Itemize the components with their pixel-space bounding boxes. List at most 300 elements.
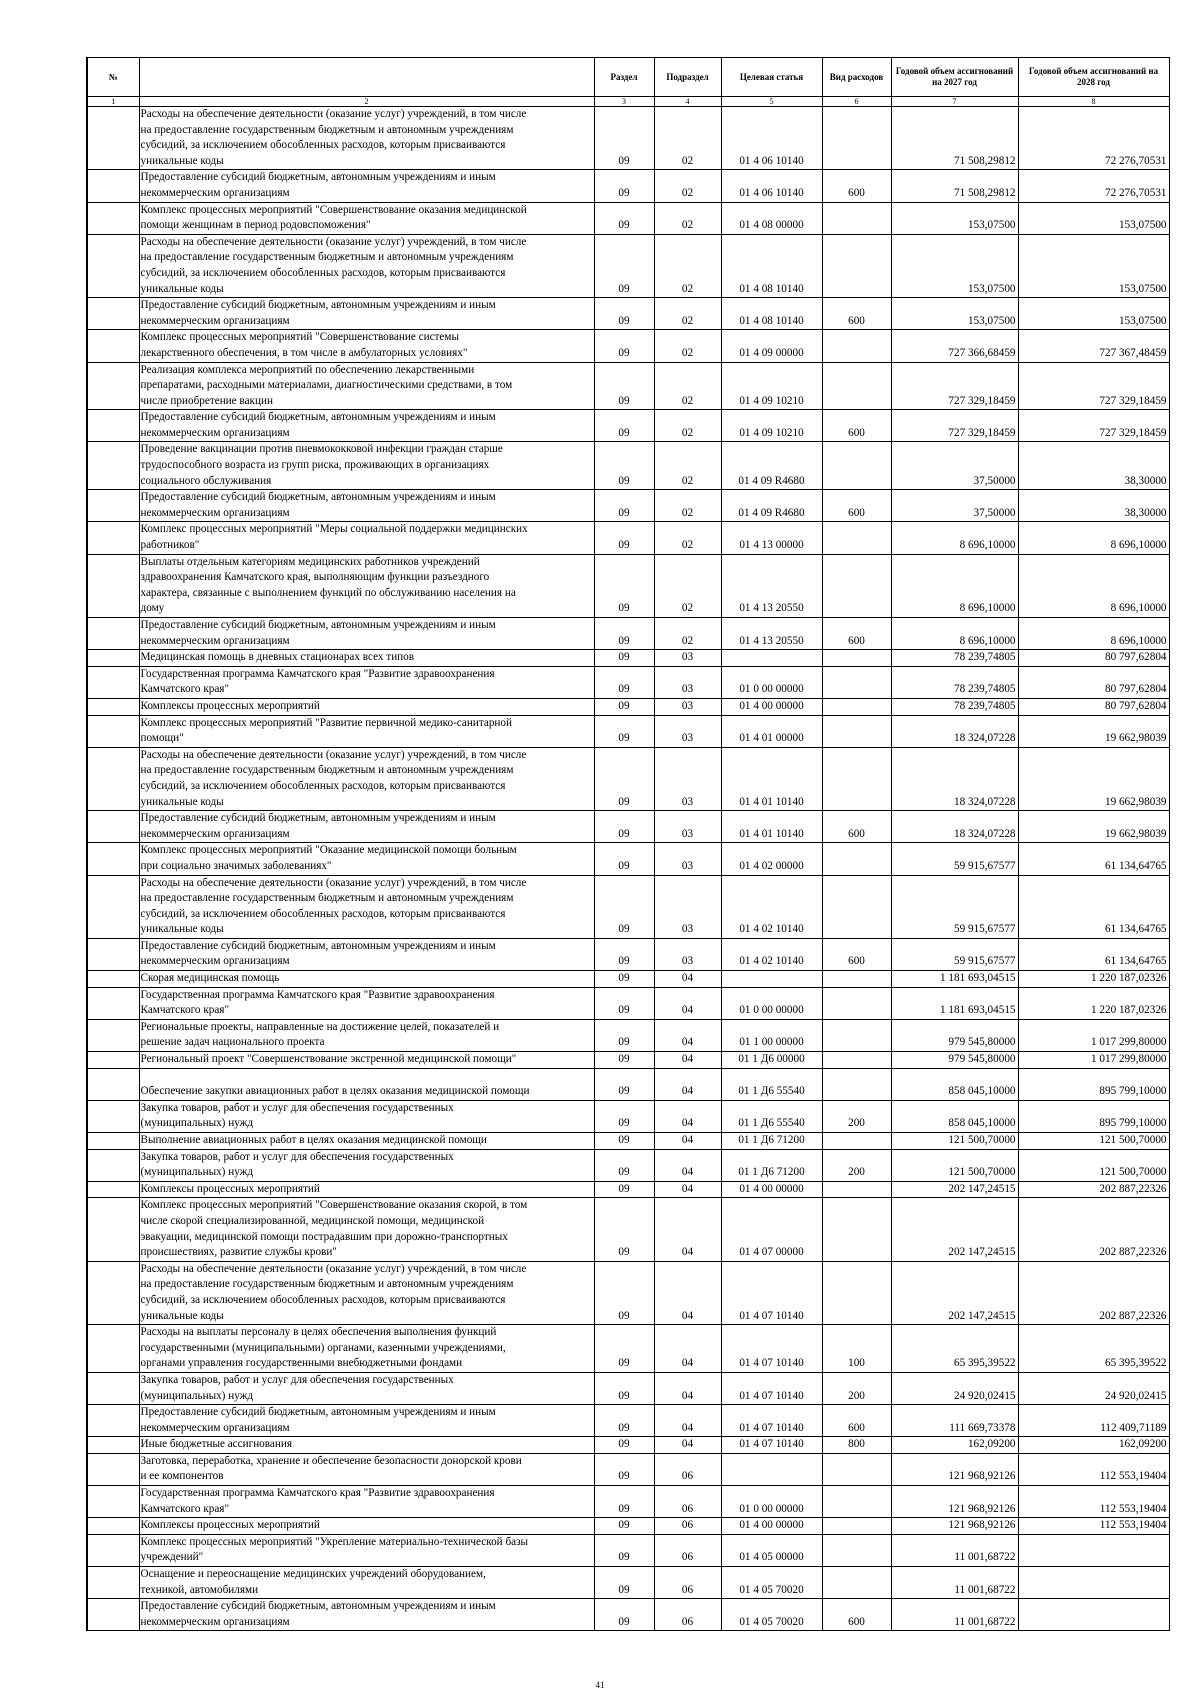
cell-razdel: 09 bbox=[594, 202, 654, 234]
cell-target-article: 01 4 09 R4680 bbox=[721, 442, 822, 490]
table-row bbox=[87, 234, 1169, 297]
description-line: субсидий, за исключением обособленных расходов, которым присваиваются bbox=[140, 266, 506, 279]
cell-expense-type bbox=[822, 1198, 891, 1261]
cell-razdel: 09 bbox=[594, 1372, 654, 1404]
cell-amount-2027: 18 324,07228 bbox=[891, 811, 1018, 843]
table-row bbox=[87, 1486, 1169, 1518]
cell-razdel: 09 bbox=[594, 234, 654, 297]
cell-number bbox=[87, 1149, 139, 1181]
cell-description bbox=[139, 362, 594, 410]
cell-target-article: 01 0 00 00000 bbox=[721, 1486, 822, 1518]
table-row bbox=[87, 1261, 1169, 1324]
description-line: некоммерческим организациям bbox=[140, 506, 290, 519]
cell-expense-type bbox=[822, 1068, 891, 1100]
cell-podrazdel: 04 bbox=[654, 1100, 721, 1132]
cell-amount-2027: 59 915,67577 bbox=[891, 843, 1018, 875]
cell-target-article: 01 4 08 00000 bbox=[721, 202, 822, 234]
description-line: некоммерческим организациям bbox=[140, 634, 290, 647]
cell-expense-type: 800 bbox=[822, 1437, 891, 1454]
description-line: Государственная программа Камчатского края "Развитие здравоохранения bbox=[140, 988, 495, 1001]
description-line: Предоставление субсидий бюджетным, автономным учреждениям и иным bbox=[140, 939, 496, 952]
table-row bbox=[87, 330, 1169, 362]
description-line: Расходы на обеспечение деятельности (оказание услуг) учреждений, в том числе bbox=[140, 876, 527, 889]
cell-razdel: 09 bbox=[594, 490, 654, 522]
description-line: помощи женщинам в период родовспоможения" bbox=[140, 219, 371, 232]
cell-podrazdel: 04 bbox=[654, 971, 721, 988]
cell-number bbox=[87, 843, 139, 875]
col-header-description bbox=[139, 58, 594, 97]
cell-number bbox=[87, 1567, 139, 1599]
cell-amount-2028: 1 017 299,80000 bbox=[1018, 1052, 1169, 1069]
description-line: органами управления государственными внебюджетными фондами bbox=[140, 1357, 463, 1370]
description-line: работников" bbox=[140, 539, 200, 552]
cell-podrazdel: 04 bbox=[654, 1068, 721, 1100]
cell-target-article: 01 0 00 00000 bbox=[721, 987, 822, 1019]
description-line: Предоставление субсидий бюджетным, автономным учреждениям и иным bbox=[140, 1600, 496, 1613]
cell-target-article: 01 4 01 10140 bbox=[721, 747, 822, 810]
cell-description bbox=[139, 987, 594, 1019]
description-line: некоммерческим организациям bbox=[140, 186, 290, 199]
col-header-razdel: Раздел bbox=[594, 58, 654, 97]
description-line: Предоставление субсидий бюджетным, автономным учреждениям и иным bbox=[140, 619, 496, 631]
cell-podrazdel: 03 bbox=[654, 698, 721, 715]
cell-razdel: 09 bbox=[594, 1149, 654, 1181]
table-row bbox=[87, 362, 1169, 410]
cell-number bbox=[87, 1486, 139, 1518]
cell-amount-2027: 727 329,18459 bbox=[891, 410, 1018, 442]
description-line: Комплексы процессных мероприятий bbox=[140, 699, 320, 712]
cell-expense-type bbox=[822, 522, 891, 554]
cell-number bbox=[87, 1261, 139, 1324]
description-line: (муниципальных) нужд bbox=[140, 1117, 254, 1130]
table-row bbox=[87, 490, 1169, 522]
cell-number bbox=[87, 1198, 139, 1261]
cell-description bbox=[139, 1068, 594, 1100]
description-line: Обеспечение закупки авиационных работ в целях оказания медицинской помощи bbox=[140, 1085, 530, 1098]
cell-number bbox=[87, 490, 139, 522]
cell-description bbox=[139, 618, 594, 650]
cell-target-article: 01 4 06 10140 bbox=[721, 107, 822, 170]
cell-expense-type bbox=[822, 1453, 891, 1485]
cell-podrazdel: 04 bbox=[654, 1052, 721, 1069]
cell-amount-2027: 59 915,67577 bbox=[891, 938, 1018, 970]
cell-amount-2027: 202 147,24515 bbox=[891, 1181, 1018, 1198]
description-line: Расходы на обеспечение деятельности (оказание услуг) учреждений, в том числе bbox=[140, 1262, 527, 1275]
table-row bbox=[87, 522, 1169, 554]
cell-amount-2028: 72 276,70531 bbox=[1018, 107, 1169, 170]
table-row bbox=[87, 971, 1169, 988]
cell-expense-type: 600 bbox=[822, 298, 891, 330]
header-row bbox=[87, 58, 1169, 97]
cell-amount-2028: 8 696,10000 bbox=[1018, 618, 1169, 650]
cell-description bbox=[139, 1453, 594, 1485]
cell-number bbox=[87, 987, 139, 1019]
cell-razdel: 09 bbox=[594, 410, 654, 442]
cell-target-article: 01 1 Д6 71200 bbox=[721, 1133, 822, 1150]
cell-expense-type bbox=[822, 1052, 891, 1069]
table-row bbox=[87, 650, 1169, 667]
description-line: Проведение вакцинации против пневмококковой инфекции граждан старше bbox=[140, 443, 503, 456]
cell-amount-2028: 895 799,10000 bbox=[1018, 1100, 1169, 1132]
cell-amount-2027: 1 181 693,04515 bbox=[891, 987, 1018, 1019]
budget-table bbox=[86, 57, 1170, 1631]
table-row bbox=[87, 1100, 1169, 1132]
cell-amount-2027: 858 045,10000 bbox=[891, 1068, 1018, 1100]
cell-amount-2028: 153,07500 bbox=[1018, 202, 1169, 234]
cell-number bbox=[87, 971, 139, 988]
description-line: и ее компонентов bbox=[140, 1470, 224, 1483]
cell-number bbox=[87, 666, 139, 698]
description-line: Комплекс процессных мероприятий "Укрепление материально-технической базы bbox=[140, 1535, 529, 1548]
description-line: Комплекс процессных мероприятий "Совершенствование системы bbox=[140, 331, 459, 344]
cell-amount-2027: 11 001,68722 bbox=[891, 1534, 1018, 1566]
cell-podrazdel: 03 bbox=[654, 875, 721, 938]
cell-number bbox=[87, 1534, 139, 1566]
cell-podrazdel: 04 bbox=[654, 1198, 721, 1261]
cell-description bbox=[139, 298, 594, 330]
cell-description bbox=[139, 747, 594, 810]
table-row bbox=[87, 298, 1169, 330]
description-line: некоммерческим организациям bbox=[140, 827, 290, 840]
table-row bbox=[87, 1052, 1169, 1069]
description-line: Выполнение авиационных работ в целях оказания медицинской помощи bbox=[140, 1134, 487, 1146]
table-row bbox=[87, 1181, 1169, 1198]
cell-expense-type bbox=[822, 234, 891, 297]
cell-amount-2028: 65 395,39522 bbox=[1018, 1325, 1169, 1373]
cell-amount-2028: 80 797,62804 bbox=[1018, 698, 1169, 715]
cell-number bbox=[87, 811, 139, 843]
cell-number bbox=[87, 938, 139, 970]
cell-podrazdel: 03 bbox=[654, 938, 721, 970]
cell-amount-2028: 38,30000 bbox=[1018, 490, 1169, 522]
cell-amount-2027: 65 395,39522 bbox=[891, 1325, 1018, 1373]
cell-number bbox=[87, 298, 139, 330]
cell-amount-2028: 895 799,10000 bbox=[1018, 1068, 1169, 1100]
table-row bbox=[87, 987, 1169, 1019]
cell-expense-type bbox=[822, 666, 891, 698]
cell-amount-2027: 71 508,29812 bbox=[891, 170, 1018, 202]
cell-amount-2027: 8 696,10000 bbox=[891, 618, 1018, 650]
description-line bbox=[141, 1069, 592, 1085]
cell-podrazdel: 02 bbox=[654, 298, 721, 330]
column-number: 7 bbox=[891, 97, 1018, 107]
cell-description bbox=[139, 1599, 594, 1631]
cell-number bbox=[87, 1325, 139, 1373]
cell-target-article: 01 4 05 00000 bbox=[721, 1534, 822, 1566]
cell-number bbox=[87, 1599, 139, 1631]
cell-razdel: 09 bbox=[594, 522, 654, 554]
cell-podrazdel: 04 bbox=[654, 987, 721, 1019]
col-header-expense-type: Вид расходов bbox=[822, 58, 891, 97]
col-header-2027: Годовой объем ассигнований на 2027 год bbox=[891, 58, 1018, 97]
cell-razdel: 09 bbox=[594, 442, 654, 490]
description-line: Предоставление субсидий бюджетным, автономным учреждениям и иным bbox=[140, 812, 496, 825]
cell-podrazdel: 04 bbox=[654, 1181, 721, 1198]
cell-razdel: 09 bbox=[594, 843, 654, 875]
cell-target-article: 01 1 Д6 71200 bbox=[721, 1149, 822, 1181]
cell-amount-2028: 153,07500 bbox=[1018, 298, 1169, 330]
cell-amount-2027: 8 696,10000 bbox=[891, 554, 1018, 617]
cell-description bbox=[139, 650, 594, 667]
cell-target-article: 01 4 01 10140 bbox=[721, 811, 822, 843]
cell-target-article: 01 4 05 70020 bbox=[721, 1567, 822, 1599]
cell-amount-2027: 153,07500 bbox=[891, 298, 1018, 330]
cell-description bbox=[139, 234, 594, 297]
cell-target-article: 01 4 07 10140 bbox=[721, 1372, 822, 1404]
description-line: уникальные коды bbox=[140, 1309, 224, 1322]
description-line: Предоставление субсидий бюджетным, автономным учреждениям и иным bbox=[140, 1406, 496, 1419]
description-line: Предоставление субсидий бюджетным, автономным учреждениям и иным bbox=[140, 491, 496, 504]
table-row bbox=[87, 666, 1169, 698]
description-line: лекарственного обеспечения, в том числе в амбулаторных условиях" bbox=[140, 346, 468, 359]
cell-target-article: 01 4 13 00000 bbox=[721, 522, 822, 554]
cell-amount-2028: 61 134,64765 bbox=[1018, 875, 1169, 938]
cell-expense-type: 600 bbox=[822, 170, 891, 202]
cell-razdel: 09 bbox=[594, 618, 654, 650]
cell-amount-2028: 162,09200 bbox=[1018, 1437, 1169, 1454]
description-line: социального обслуживания bbox=[140, 474, 272, 487]
cell-expense-type bbox=[822, 202, 891, 234]
cell-podrazdel: 06 bbox=[654, 1599, 721, 1631]
cell-number bbox=[87, 1437, 139, 1454]
cell-description bbox=[139, 715, 594, 747]
description-line: техникой, автомобилями bbox=[140, 1583, 259, 1596]
cell-podrazdel: 06 bbox=[654, 1534, 721, 1566]
cell-razdel: 09 bbox=[594, 362, 654, 410]
cell-podrazdel: 02 bbox=[654, 362, 721, 410]
cell-expense-type: 600 bbox=[822, 1599, 891, 1631]
cell-expense-type bbox=[822, 362, 891, 410]
table-row bbox=[87, 1372, 1169, 1404]
cell-expense-type bbox=[822, 330, 891, 362]
cell-podrazdel: 02 bbox=[654, 522, 721, 554]
cell-expense-type: 200 bbox=[822, 1100, 891, 1132]
table-row bbox=[87, 170, 1169, 202]
cell-description bbox=[139, 1181, 594, 1198]
cell-amount-2027: 37,50000 bbox=[891, 442, 1018, 490]
cell-target-article: 01 4 00 00000 bbox=[721, 1181, 822, 1198]
table-row bbox=[87, 1325, 1169, 1373]
cell-number bbox=[87, 715, 139, 747]
cell-podrazdel: 04 bbox=[654, 1133, 721, 1150]
cell-amount-2028: 19 662,98039 bbox=[1018, 747, 1169, 810]
cell-description bbox=[139, 1133, 594, 1150]
cell-target-article: 01 1 Д6 55540 bbox=[721, 1068, 822, 1100]
cell-razdel: 09 bbox=[594, 298, 654, 330]
cell-amount-2027: 8 696,10000 bbox=[891, 522, 1018, 554]
description-line: препаратами, расходными материалами, диагностическими средствами, в том bbox=[140, 379, 513, 392]
description-line: характера, связанные с выполнением функций по обслуживанию населения на bbox=[140, 586, 516, 599]
description-line: происшествиях, развитие службы крови" bbox=[140, 1246, 337, 1259]
cell-number bbox=[87, 1372, 139, 1404]
description-line: Региональные проекты, направленные на достижение целей, показателей и bbox=[140, 1020, 500, 1033]
description-line: Расходы на выплаты персоналу в целях обеспечения выполнения функций bbox=[140, 1326, 497, 1339]
col-header-number: № bbox=[87, 58, 139, 97]
cell-amount-2028 bbox=[1018, 1534, 1169, 1566]
cell-expense-type bbox=[822, 442, 891, 490]
cell-target-article: 01 4 02 10140 bbox=[721, 875, 822, 938]
col-header-2028: Годовой объем ассигнований на 2028 год bbox=[1018, 58, 1169, 97]
cell-razdel: 09 bbox=[594, 1534, 654, 1566]
cell-amount-2027: 71 508,29812 bbox=[891, 107, 1018, 170]
description-line: некоммерческим организациям bbox=[140, 314, 290, 327]
cell-podrazdel: 06 bbox=[654, 1486, 721, 1518]
cell-razdel: 09 bbox=[594, 747, 654, 810]
cell-target-article: 01 4 07 10140 bbox=[721, 1405, 822, 1437]
cell-amount-2028: 61 134,64765 bbox=[1018, 843, 1169, 875]
cell-amount-2027: 78 239,74805 bbox=[891, 698, 1018, 715]
description-line: государственными (муниципальными) органами, казенными учреждениями, bbox=[140, 1341, 506, 1354]
cell-podrazdel: 03 bbox=[654, 650, 721, 667]
description-line: Оснащение и переоснащение медицинских учреждений оборудованием, bbox=[140, 1568, 486, 1581]
cell-target-article: 01 4 08 10140 bbox=[721, 234, 822, 297]
description-line: субсидий, за исключением обособленных расходов, которым присваиваются bbox=[140, 1293, 506, 1306]
cell-podrazdel: 02 bbox=[654, 330, 721, 362]
description-line: на предоставление государственным бюджетным и автономным учреждениям bbox=[140, 251, 514, 264]
cell-description bbox=[139, 1019, 594, 1051]
description-line: Комплекс процессных мероприятий "Меры социальной поддержки медицинских bbox=[140, 523, 528, 536]
cell-amount-2027: 153,07500 bbox=[891, 202, 1018, 234]
cell-expense-type bbox=[822, 1534, 891, 1566]
cell-amount-2028: 112 553,19404 bbox=[1018, 1486, 1169, 1518]
description-line: числе скорой специализированной, медицинской помощи, медицинской bbox=[140, 1214, 485, 1227]
description-line: Комплекс процессных мероприятий "Оказание медицинской помощи больным bbox=[140, 844, 517, 857]
cell-amount-2027: 11 001,68722 bbox=[891, 1567, 1018, 1599]
cell-razdel: 09 bbox=[594, 1019, 654, 1051]
cell-expense-type bbox=[822, 107, 891, 170]
table-row bbox=[87, 715, 1169, 747]
cell-description bbox=[139, 811, 594, 843]
cell-target-article: 01 4 09 10210 bbox=[721, 362, 822, 410]
cell-number bbox=[87, 1518, 139, 1535]
cell-podrazdel: 04 bbox=[654, 1261, 721, 1324]
cell-amount-2028: 153,07500 bbox=[1018, 234, 1169, 297]
cell-number bbox=[87, 107, 139, 170]
description-line: дому bbox=[140, 602, 165, 615]
cell-amount-2028: 24 920,02415 bbox=[1018, 1372, 1169, 1404]
cell-razdel: 09 bbox=[594, 811, 654, 843]
cell-target-article: 01 4 08 10140 bbox=[721, 298, 822, 330]
cell-amount-2027: 18 324,07228 bbox=[891, 747, 1018, 810]
cell-number bbox=[87, 1405, 139, 1437]
cell-razdel: 09 bbox=[594, 330, 654, 362]
cell-number bbox=[87, 170, 139, 202]
description-line: эвакуации, медицинской помощи пострадавшим при дорожно-транспортных bbox=[140, 1230, 508, 1243]
page-number: 41 bbox=[595, 1680, 605, 1690]
table-row bbox=[87, 1453, 1169, 1485]
column-number: 8 bbox=[1018, 97, 1169, 107]
cell-amount-2028: 19 662,98039 bbox=[1018, 715, 1169, 747]
cell-number bbox=[87, 1181, 139, 1198]
cell-expense-type bbox=[822, 1019, 891, 1051]
cell-amount-2028: 8 696,10000 bbox=[1018, 554, 1169, 617]
cell-number bbox=[87, 1052, 139, 1069]
cell-description bbox=[139, 1261, 594, 1324]
cell-razdel: 09 bbox=[594, 1486, 654, 1518]
cell-amount-2028: 121 500,70000 bbox=[1018, 1133, 1169, 1150]
cell-amount-2027: 121 500,70000 bbox=[891, 1149, 1018, 1181]
table-row bbox=[87, 747, 1169, 810]
cell-razdel: 09 bbox=[594, 650, 654, 667]
cell-description bbox=[139, 1405, 594, 1437]
cell-razdel: 09 bbox=[594, 1325, 654, 1373]
cell-amount-2027: 727 366,68459 bbox=[891, 330, 1018, 362]
description-line: Комплекс процессных мероприятий "Совершенствование оказания медицинской bbox=[140, 203, 527, 216]
description-line: Предоставление субсидий бюджетным, автономным учреждениям и иным bbox=[140, 171, 496, 184]
cell-podrazdel: 06 bbox=[654, 1518, 721, 1535]
cell-description bbox=[139, 522, 594, 554]
cell-podrazdel: 04 bbox=[654, 1325, 721, 1373]
cell-podrazdel: 02 bbox=[654, 618, 721, 650]
description-line: Расходы на обеспечение деятельности (оказание услуг) учреждений, в том числе bbox=[140, 108, 527, 120]
cell-number bbox=[87, 650, 139, 667]
description-line: при социально значимых заболеваниях" bbox=[140, 859, 332, 872]
cell-description bbox=[139, 666, 594, 698]
table-row bbox=[87, 618, 1169, 650]
table-row bbox=[87, 202, 1169, 234]
table-row bbox=[87, 1599, 1169, 1631]
cell-podrazdel: 03 bbox=[654, 666, 721, 698]
cell-description bbox=[139, 410, 594, 442]
cell-razdel: 09 bbox=[594, 971, 654, 988]
cell-razdel: 09 bbox=[594, 875, 654, 938]
cell-amount-2027: 858 045,10000 bbox=[891, 1100, 1018, 1132]
cell-amount-2028: 121 500,70000 bbox=[1018, 1149, 1169, 1181]
cell-podrazdel: 02 bbox=[654, 410, 721, 442]
cell-amount-2028 bbox=[1018, 1567, 1169, 1599]
cell-description bbox=[139, 1052, 594, 1069]
description-line: на предоставление государственным бюджетным и автономным учреждениям bbox=[140, 1278, 514, 1291]
description-line: решение задач национального проекта bbox=[140, 1036, 325, 1049]
cell-expense-type bbox=[822, 698, 891, 715]
cell-razdel: 09 bbox=[594, 1518, 654, 1535]
cell-number bbox=[87, 442, 139, 490]
cell-podrazdel: 04 bbox=[654, 1372, 721, 1404]
column-number: 2 bbox=[139, 97, 594, 107]
description-line: Государственная программа Камчатского края "Развитие здравоохранения bbox=[140, 1487, 495, 1500]
cell-target-article: 01 4 13 20550 bbox=[721, 554, 822, 617]
cell-expense-type bbox=[822, 843, 891, 875]
cell-target-article: 01 1 00 00000 bbox=[721, 1019, 822, 1051]
cell-target-article: 01 4 00 00000 bbox=[721, 698, 822, 715]
description-line: Расходы на обеспечение деятельности (оказание услуг) учреждений, в том числе bbox=[140, 235, 527, 248]
description-line: некоммерческим организациям bbox=[140, 426, 290, 439]
cell-razdel: 09 bbox=[594, 1181, 654, 1198]
cell-amount-2027: 78 239,74805 bbox=[891, 666, 1018, 698]
cell-target-article: 01 4 05 70020 bbox=[721, 1599, 822, 1631]
cell-razdel: 09 bbox=[594, 715, 654, 747]
cell-description bbox=[139, 1534, 594, 1566]
description-line: числе приобретение вакцин bbox=[140, 394, 273, 407]
description-line: трудоспособного возраста из групп риска, проживающих в организациях bbox=[140, 459, 490, 472]
table-row bbox=[87, 1019, 1169, 1051]
description-line: Государственная программа Камчатского края "Развитие здравоохранения bbox=[140, 667, 495, 680]
description-line: Камчатского края" bbox=[140, 683, 230, 696]
cell-podrazdel: 03 bbox=[654, 811, 721, 843]
cell-expense-type bbox=[822, 1518, 891, 1535]
table-row bbox=[87, 1534, 1169, 1566]
cell-amount-2028: 727 329,18459 bbox=[1018, 362, 1169, 410]
cell-expense-type: 200 bbox=[822, 1149, 891, 1181]
table-row bbox=[87, 1437, 1169, 1454]
cell-razdel: 09 bbox=[594, 1068, 654, 1100]
cell-podrazdel: 02 bbox=[654, 234, 721, 297]
description-line: Реализация комплекса мероприятий по обеспечению лекарственными bbox=[140, 363, 475, 376]
description-line: Закупка товаров, работ и услуг для обеспечения государственных bbox=[140, 1101, 454, 1114]
cell-number bbox=[87, 1453, 139, 1485]
cell-target-article: 01 4 09 R4680 bbox=[721, 490, 822, 522]
cell-target-article: 01 4 09 00000 bbox=[721, 330, 822, 362]
